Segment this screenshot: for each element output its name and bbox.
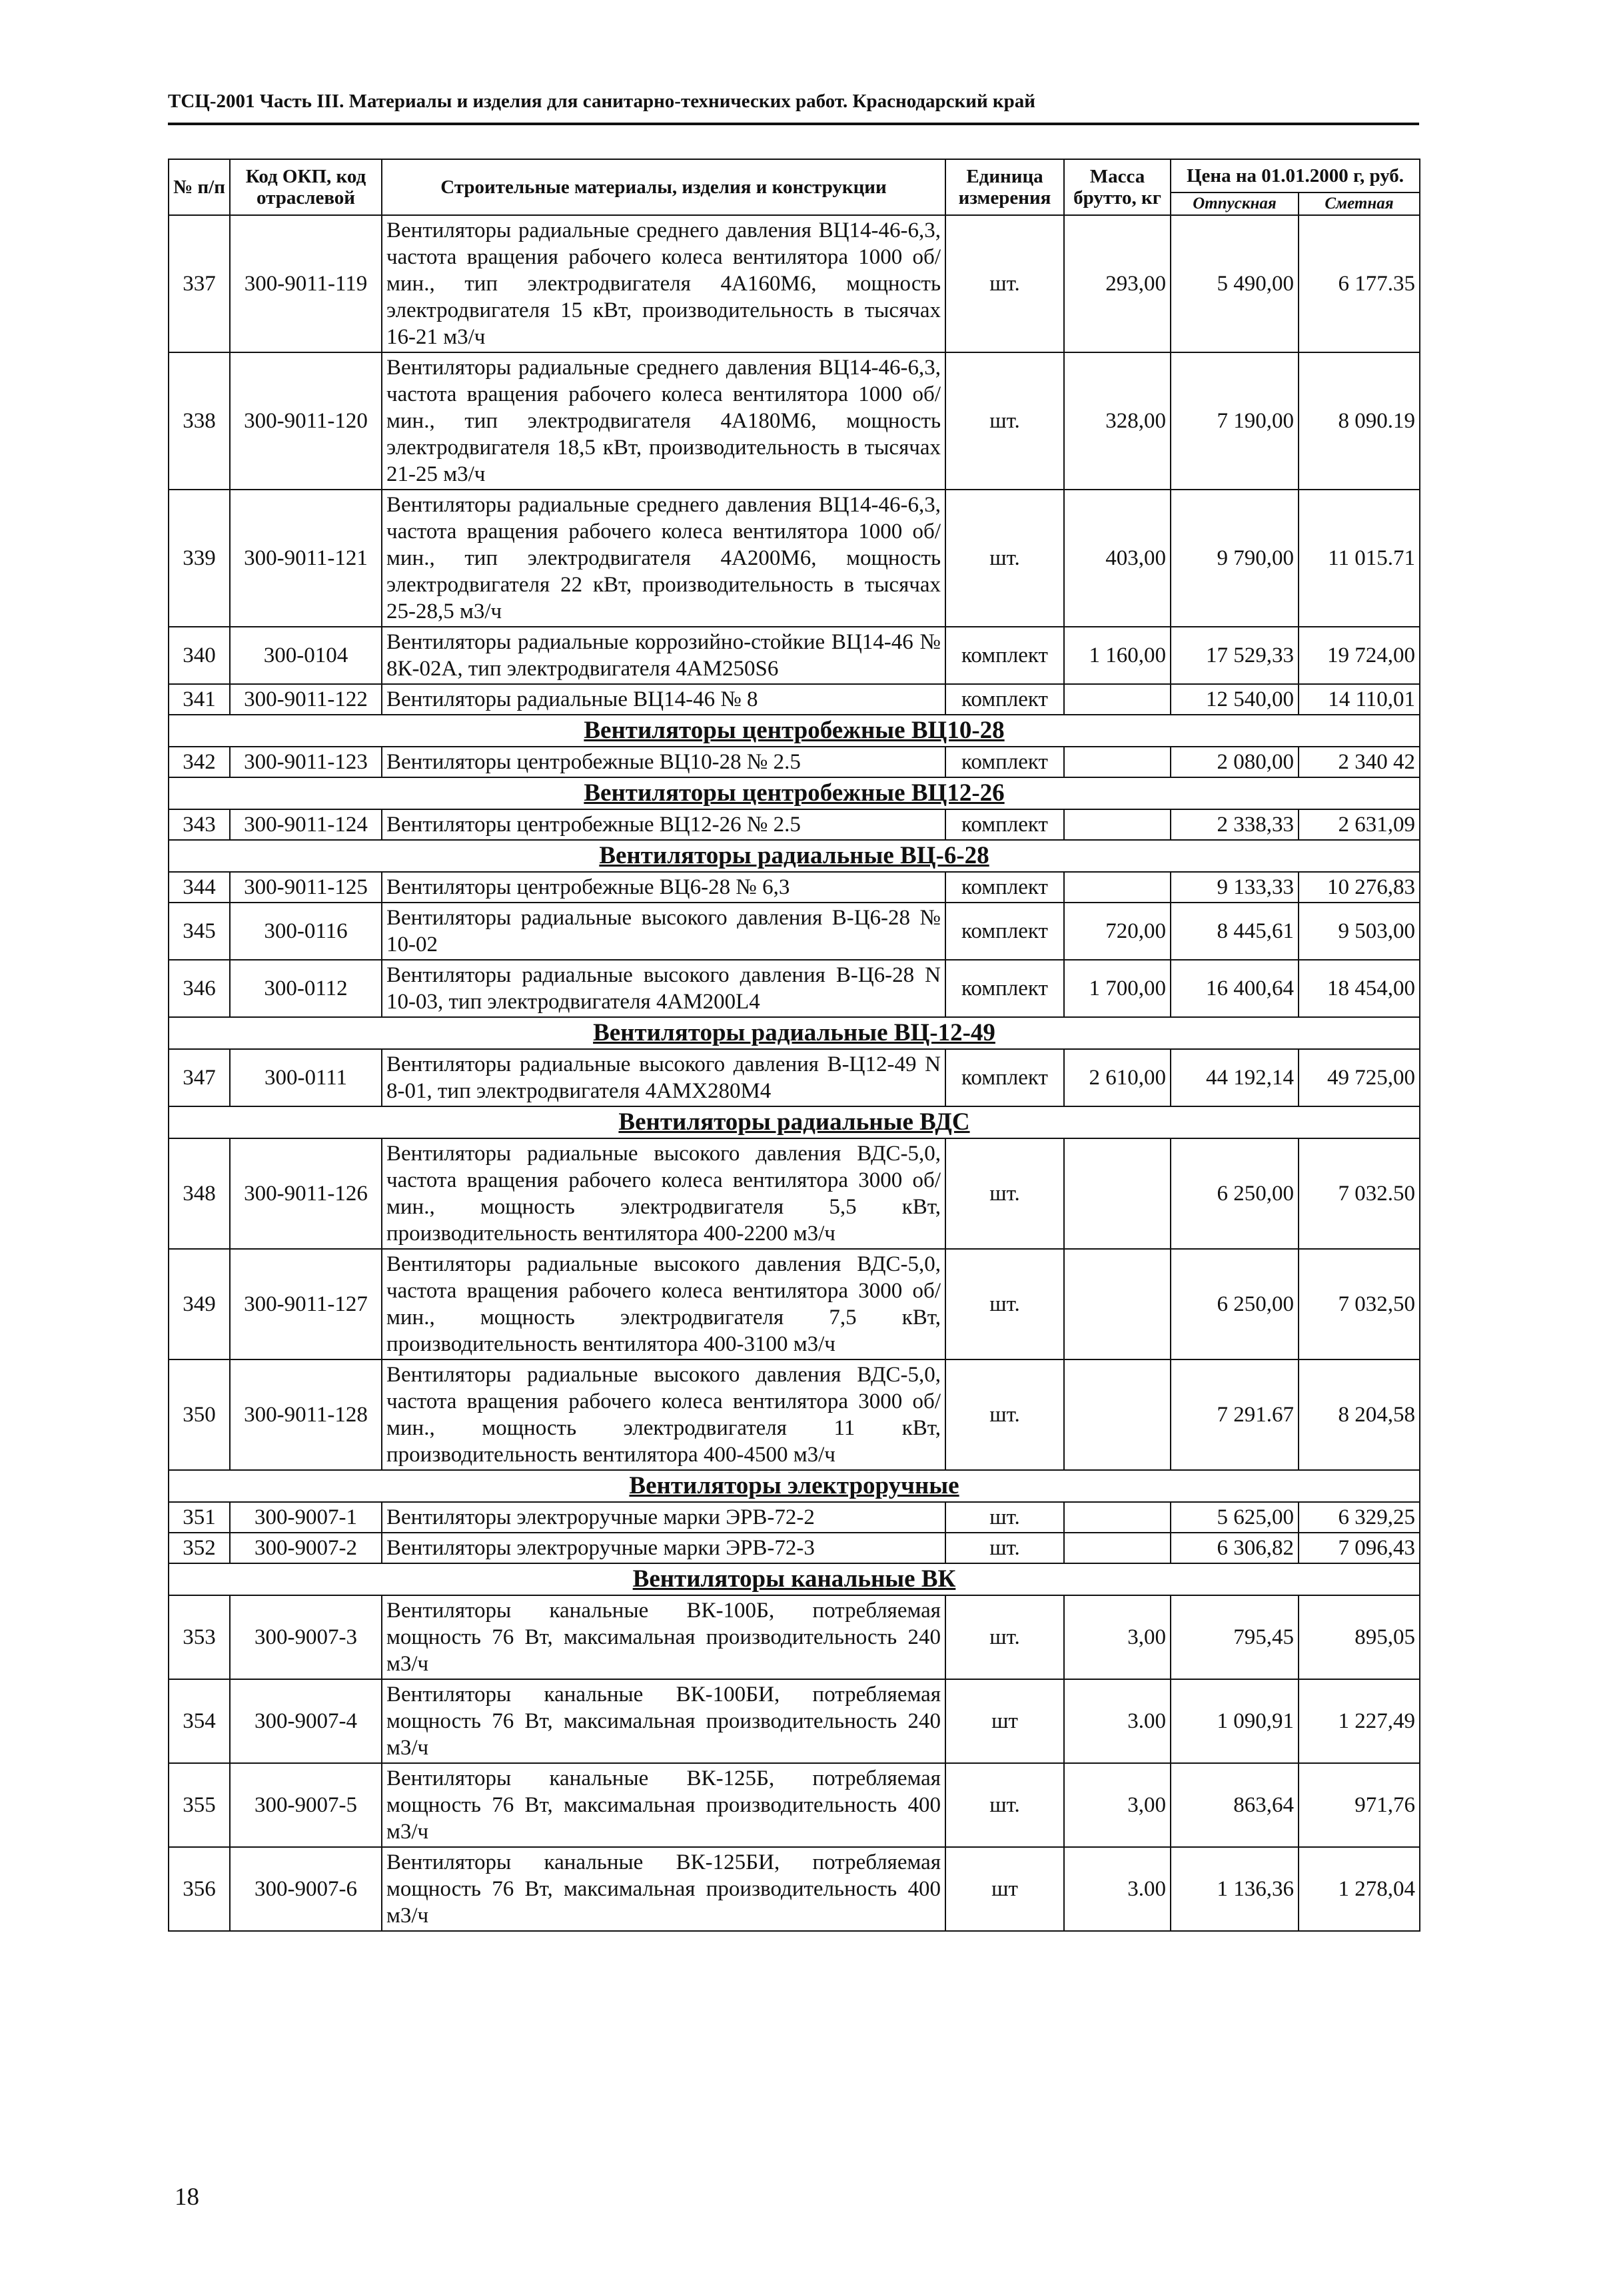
row-mass: 328,00: [1064, 352, 1171, 490]
row-code: 300-9011-123: [230, 747, 382, 777]
row-mass: [1064, 747, 1171, 777]
row-price-estimate: 18 454,00: [1299, 960, 1420, 1017]
row-mass: [1064, 1502, 1171, 1533]
table-row: [169, 627, 1420, 684]
row-num: 350: [169, 1359, 230, 1470]
row-price-estimate: 6 329,25: [1299, 1502, 1420, 1533]
row-price-release: 1 090,91: [1171, 1679, 1299, 1763]
section-title: Вентиляторы канальные ВК: [169, 1563, 1420, 1595]
row-price-estimate: 971,76: [1299, 1763, 1420, 1847]
row-name: Вентиляторы радиальные высокого давления В-Ц6-28 № 10-02: [382, 903, 945, 960]
row-num: 356: [169, 1847, 230, 1931]
row-mass: [1064, 809, 1171, 840]
col-header-price-release: Отпускная: [1171, 192, 1299, 215]
row-num: 346: [169, 960, 230, 1017]
table-row: [169, 490, 1420, 627]
row-unit: комплект: [945, 684, 1064, 715]
table-row: [169, 1359, 1420, 1470]
table-row: [169, 352, 1420, 490]
row-name: Вентиляторы электроручные марки ЭРВ-72-2: [382, 1502, 945, 1533]
row-num: 352: [169, 1533, 230, 1563]
row-name: Вентиляторы радиальные ВЦ14-46 № 8: [382, 684, 945, 715]
table-row: [169, 903, 1420, 960]
row-price-estimate: 7 032,50: [1299, 1249, 1420, 1359]
row-unit: шт.: [945, 352, 1064, 490]
table-row: [169, 960, 1420, 1017]
row-price-estimate: 49 725,00: [1299, 1049, 1420, 1106]
row-num: 348: [169, 1138, 230, 1249]
section-row: [169, 840, 1420, 872]
table-row: [169, 1502, 1420, 1533]
row-name: Вентиляторы центробежные ВЦ6-28 № 6,3: [382, 872, 945, 903]
row-name: Вентиляторы центробежные ВЦ12-26 № 2.5: [382, 809, 945, 840]
row-price-release: 9 790,00: [1171, 490, 1299, 627]
row-price-estimate: 10 276,83: [1299, 872, 1420, 903]
row-price-release: 863,64: [1171, 1763, 1299, 1847]
table-row: [169, 1847, 1420, 1931]
row-unit: шт.: [945, 490, 1064, 627]
row-name: Вентиляторы канальные ВК-125БИ, потребляемая мощность 76 Вт, максимальная производительность 400 м3/ч: [382, 1847, 945, 1931]
header-divider: [168, 123, 1419, 125]
page-header: ТСЦ-2001 Часть III. Материалы и изделия для санитарно-технических работ. Краснодарский край: [168, 91, 1035, 112]
row-price-estimate: 2 340 42: [1299, 747, 1420, 777]
row-num: 337: [169, 215, 230, 352]
row-num: 347: [169, 1049, 230, 1106]
row-mass: 1 700,00: [1064, 960, 1171, 1017]
row-mass: 1 160,00: [1064, 627, 1171, 684]
row-mass: 2 610,00: [1064, 1049, 1171, 1106]
row-price-estimate: 7 032.50: [1299, 1138, 1420, 1249]
row-mass: [1064, 872, 1171, 903]
row-price-release: 5 625,00: [1171, 1502, 1299, 1533]
row-price-estimate: 895,05: [1299, 1595, 1420, 1679]
row-code: 300-0111: [230, 1049, 382, 1106]
table-row: [169, 747, 1420, 777]
row-unit: комплект: [945, 747, 1064, 777]
page-number: 18: [175, 2183, 199, 2211]
row-code: 300-9007-1: [230, 1502, 382, 1533]
row-unit: шт.: [945, 1249, 1064, 1359]
table-row: [169, 1533, 1420, 1563]
row-price-estimate: 8 090.19: [1299, 352, 1420, 490]
row-price-release: 6 306,82: [1171, 1533, 1299, 1563]
row-name: Вентиляторы электроручные марки ЭРВ-72-3: [382, 1533, 945, 1563]
row-price-estimate: 11 015.71: [1299, 490, 1420, 627]
row-num: 341: [169, 684, 230, 715]
table-row: [169, 1763, 1420, 1847]
row-num: 344: [169, 872, 230, 903]
row-name: Вентиляторы радиальные высокого давления В-Ц12-49 N 8-01, тип электродвигателя 4АМХ280М4: [382, 1049, 945, 1106]
row-code: 300-9007-5: [230, 1763, 382, 1847]
row-name: Вентиляторы радиальные среднего давления ВЦ14-46-6,3, частота вращения рабочего колеса вентилятора 1000 об/мин., тип электродвигателя 4А160М6, мощность электродвигателя 15 кВт, производительность в тысячах 16-21 м3/ч: [382, 215, 945, 352]
row-code: 300-0116: [230, 903, 382, 960]
row-price-release: 44 192,14: [1171, 1049, 1299, 1106]
row-mass: 3,00: [1064, 1763, 1171, 1847]
row-code: 300-9011-120: [230, 352, 382, 490]
row-price-release: 2 338,33: [1171, 809, 1299, 840]
row-unit: шт: [945, 1847, 1064, 1931]
price-table: [168, 159, 1420, 1932]
section-row: [169, 777, 1420, 809]
row-name: Вентиляторы канальные ВК-100Б, потребляемая мощность 76 Вт, максимальная производительность 240 м3/ч: [382, 1595, 945, 1679]
row-price-estimate: 9 503,00: [1299, 903, 1420, 960]
row-num: 343: [169, 809, 230, 840]
row-unit: комплект: [945, 872, 1064, 903]
section-title: Вентиляторы центробежные ВЦ10-28: [169, 715, 1420, 747]
row-price-release: 17 529,33: [1171, 627, 1299, 684]
row-code: 300-9007-6: [230, 1847, 382, 1931]
table-row: [169, 1138, 1420, 1249]
row-code: 300-9011-125: [230, 872, 382, 903]
row-unit: комплект: [945, 809, 1064, 840]
row-code: 300-9011-122: [230, 684, 382, 715]
col-header-code: Код ОКП, код отраслевой: [230, 159, 382, 215]
row-unit: шт.: [945, 1595, 1064, 1679]
row-code: 300-9007-2: [230, 1533, 382, 1563]
row-price-estimate: 6 177.35: [1299, 215, 1420, 352]
row-name: Вентиляторы центробежные ВЦ10-28 № 2.5: [382, 747, 945, 777]
table-row: [169, 1049, 1420, 1106]
row-num: 354: [169, 1679, 230, 1763]
section-title: Вентиляторы центробежные ВЦ12-26: [169, 777, 1420, 809]
row-mass: [1064, 1138, 1171, 1249]
row-name: Вентиляторы радиальные среднего давления ВЦ14-46-6,3, частота вращения рабочего колеса вентилятора 1000 об/мин., тип электродвигателя 4А200М6, мощность электродвигателя 22 кВт, производительность в тысячах 25-28,5 м3/ч: [382, 490, 945, 627]
row-unit: шт.: [945, 1138, 1064, 1249]
row-num: 353: [169, 1595, 230, 1679]
row-code: 300-9011-121: [230, 490, 382, 627]
row-price-release: 16 400,64: [1171, 960, 1299, 1017]
row-unit: шт: [945, 1679, 1064, 1763]
row-code: 300-9011-128: [230, 1359, 382, 1470]
row-code: 300-9007-4: [230, 1679, 382, 1763]
row-price-release: 795,45: [1171, 1595, 1299, 1679]
section-title: Вентиляторы электроручные: [169, 1470, 1420, 1502]
section-row: [169, 1106, 1420, 1138]
row-name: Вентиляторы радиальные высокого давления В-Ц6-28 N 10-03, тип электродвигателя 4АМ200L4: [382, 960, 945, 1017]
row-mass: [1064, 684, 1171, 715]
section-row: [169, 1563, 1420, 1595]
table-row: [169, 872, 1420, 903]
row-price-release: 2 080,00: [1171, 747, 1299, 777]
col-header-num: № п/п: [169, 159, 230, 215]
row-mass: [1064, 1533, 1171, 1563]
row-price-release: 1 136,36: [1171, 1847, 1299, 1931]
row-name: Вентиляторы радиальные среднего давления ВЦ14-46-6,3, частота вращения рабочего колеса вентилятора 1000 об/мин., тип электродвигателя 4А180М6, мощность электродвигателя 18,5 кВт, производительность в тысячах 21-25 м3/ч: [382, 352, 945, 490]
row-name: Вентиляторы радиальные высокого давления ВДС-5,0, частота вращения рабочего колеса вентилятора 3000 об/мин., мощность электродвигателя 5,5 кВт, производительность вентилятора 400-2200 м3/ч: [382, 1138, 945, 1249]
row-num: 345: [169, 903, 230, 960]
col-header-mass: Масса брутто, кг: [1064, 159, 1171, 215]
table-body: [169, 215, 1420, 1931]
table-row: [169, 1249, 1420, 1359]
row-num: 349: [169, 1249, 230, 1359]
row-price-estimate: 1 227,49: [1299, 1679, 1420, 1763]
col-header-price-estimate: Сметная: [1299, 192, 1420, 215]
row-price-release: 6 250,00: [1171, 1249, 1299, 1359]
row-unit: комплект: [945, 1049, 1064, 1106]
row-unit: шт.: [945, 1533, 1064, 1563]
row-unit: комплект: [945, 627, 1064, 684]
row-price-estimate: 7 096,43: [1299, 1533, 1420, 1563]
row-price-release: 6 250,00: [1171, 1138, 1299, 1249]
row-code: 300-9011-127: [230, 1249, 382, 1359]
row-mass: [1064, 1249, 1171, 1359]
row-unit: комплект: [945, 960, 1064, 1017]
row-price-release: 12 540,00: [1171, 684, 1299, 715]
section-title: Вентиляторы радиальные ВЦ-12-49: [169, 1017, 1420, 1049]
row-mass: 3.00: [1064, 1679, 1171, 1763]
row-code: 300-9011-119: [230, 215, 382, 352]
row-code: 300-9011-126: [230, 1138, 382, 1249]
row-num: 351: [169, 1502, 230, 1533]
row-num: 338: [169, 352, 230, 490]
row-mass: [1064, 1359, 1171, 1470]
col-header-name: Строительные материалы, изделия и конструкции: [382, 159, 945, 215]
col-header-price: Цена на 01.01.2000 г, руб.: [1171, 159, 1420, 192]
row-price-release: 7 190,00: [1171, 352, 1299, 490]
row-code: 300-0112: [230, 960, 382, 1017]
row-price-estimate: 19 724,00: [1299, 627, 1420, 684]
row-mass: 3,00: [1064, 1595, 1171, 1679]
section-title: Вентиляторы радиальные ВДС: [169, 1106, 1420, 1138]
row-name: Вентиляторы канальные ВК-125Б, потребляемая мощность 76 Вт, максимальная производительность 400 м3/ч: [382, 1763, 945, 1847]
row-mass: 3.00: [1064, 1847, 1171, 1931]
row-name: Вентиляторы радиальные коррозийно-стойкие ВЦ14-46 № 8К-02А, тип электродвигателя 4АМ250S6: [382, 627, 945, 684]
row-price-estimate: 8 204,58: [1299, 1359, 1420, 1470]
col-header-unit: Единица измерения: [945, 159, 1064, 215]
row-price-release: 9 133,33: [1171, 872, 1299, 903]
row-num: 342: [169, 747, 230, 777]
table-row: [169, 809, 1420, 840]
row-price-release: 8 445,61: [1171, 903, 1299, 960]
row-unit: шт.: [945, 215, 1064, 352]
row-unit: шт.: [945, 1502, 1064, 1533]
table-row: [169, 1595, 1420, 1679]
row-num: 340: [169, 627, 230, 684]
row-price-estimate: 14 110,01: [1299, 684, 1420, 715]
section-title: Вентиляторы радиальные ВЦ-6-28: [169, 840, 1420, 872]
row-unit: шт.: [945, 1359, 1064, 1470]
row-num: 339: [169, 490, 230, 627]
table-row: [169, 684, 1420, 715]
row-code: 300-0104: [230, 627, 382, 684]
row-code: 300-9011-124: [230, 809, 382, 840]
row-unit: шт.: [945, 1763, 1064, 1847]
row-price-estimate: 2 631,09: [1299, 809, 1420, 840]
table-row: [169, 1679, 1420, 1763]
row-name: Вентиляторы канальные ВК-100БИ, потребляемая мощность 76 Вт, максимальная производительность 240 м3/ч: [382, 1679, 945, 1763]
row-unit: комплект: [945, 903, 1064, 960]
row-code: 300-9007-3: [230, 1595, 382, 1679]
row-price-release: 5 490,00: [1171, 215, 1299, 352]
section-row: [169, 1017, 1420, 1049]
row-price-estimate: 1 278,04: [1299, 1847, 1420, 1931]
row-name: Вентиляторы радиальные высокого давления ВДС-5,0, частота вращения рабочего колеса вентилятора 3000 об/мин., мощность электродвигателя 11 кВт, производительность вентилятора 400-4500 м3/ч: [382, 1359, 945, 1470]
table-row: [169, 215, 1420, 352]
row-mass: 720,00: [1064, 903, 1171, 960]
row-mass: 293,00: [1064, 215, 1171, 352]
row-num: 355: [169, 1763, 230, 1847]
row-price-release: 7 291.67: [1171, 1359, 1299, 1470]
section-row: [169, 715, 1420, 747]
row-mass: 403,00: [1064, 490, 1171, 627]
section-row: [169, 1470, 1420, 1502]
row-name: Вентиляторы радиальные высокого давления ВДС-5,0, частота вращения рабочего колеса вентилятора 3000 об/мин., мощность электродвигателя 7,5 кВт, производительность вентилятора 400-3100 м3/ч: [382, 1249, 945, 1359]
